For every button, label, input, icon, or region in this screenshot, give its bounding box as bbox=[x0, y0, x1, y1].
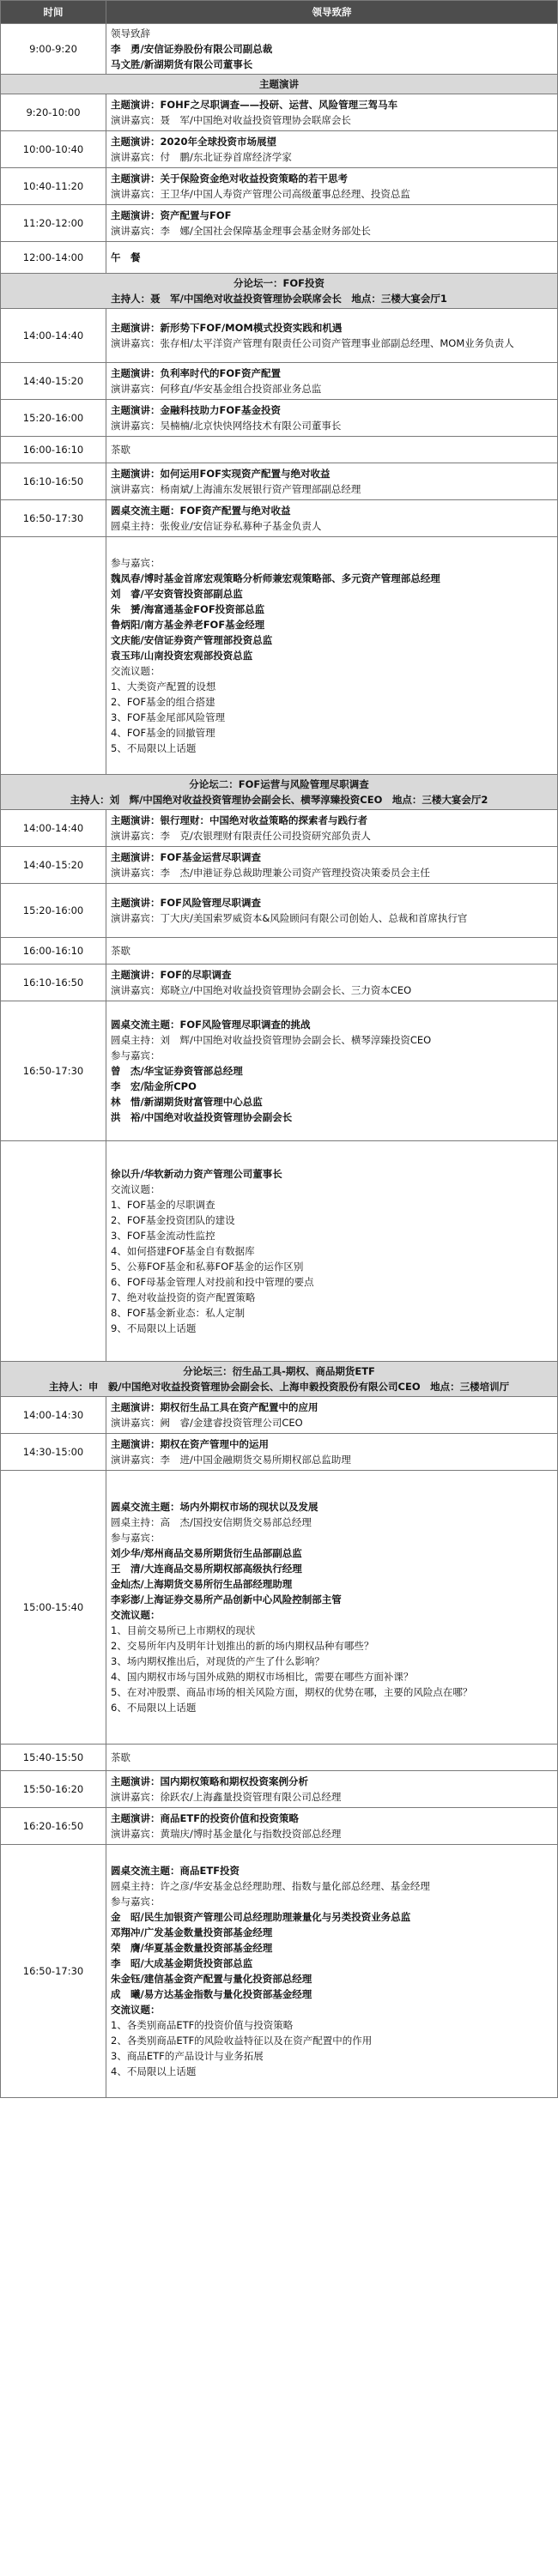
agenda-row bbox=[1, 1771, 558, 1808]
content-line: 4、国内期权市场与国外成熟的期权市场相比，需要在哪些方面补课？ bbox=[111, 1671, 414, 1683]
content-cell bbox=[106, 363, 558, 400]
time-cell: 15:50-16:20 bbox=[1, 1771, 106, 1808]
content-line: 马文胜/新湖期货有限公司董事长 bbox=[111, 58, 253, 70]
content-cell bbox=[106, 1397, 558, 1434]
content-line: 8、FOF基金新业态：私人定制 bbox=[111, 1307, 246, 1319]
content-line: 演讲嘉宾：郑晓立/中国绝对收益投资管理协会副会长、三力资本CEO bbox=[111, 984, 412, 996]
time-cell: 16:10-16:50 bbox=[1, 964, 106, 1001]
content-line: 4、不局限以上话题 bbox=[111, 2065, 197, 2077]
content-cell bbox=[106, 1141, 558, 1362]
content-line: 金灿杰/上海期货交易所衍生品部经理助理 bbox=[111, 1578, 293, 1590]
time-cell: 9:20-10:00 bbox=[1, 94, 106, 131]
content-line: 主题演讲：期权衍生品工具在资产配置中的应用 bbox=[111, 1401, 318, 1413]
agenda-row bbox=[1, 1471, 558, 1745]
time-cell: 16:00-16:10 bbox=[1, 437, 106, 463]
agenda-row bbox=[1, 1397, 558, 1434]
content-cell bbox=[106, 168, 558, 205]
content-line: 交流议题： bbox=[111, 665, 161, 677]
content-line: 茶歇 bbox=[111, 945, 130, 957]
section-title: 分论坛三：衍生品工具-期权、商品期货ETF bbox=[183, 1365, 375, 1377]
section-header bbox=[1, 75, 558, 94]
content-line: 主题演讲：银行理财：中国绝对收益策略的探索者与践行者 bbox=[111, 814, 367, 826]
content-line: 演讲嘉宾：王卫华/中国人寿资产管理公司高级董事总经理、投资总监 bbox=[111, 188, 410, 200]
content-line: 演讲嘉宾：聂 军/中国绝对收益投资管理协会联席会长 bbox=[111, 114, 351, 126]
content-line: 李 勇/安信证券股份有限公司副总裁 bbox=[111, 43, 273, 55]
content-line: 主题演讲：国内期权策略和期权投资案例分析 bbox=[111, 1775, 308, 1787]
content-line: 圆桌主持：刘 辉/中国绝对收益投资管理协会副会长、横琴淳臻投资CEO bbox=[111, 1034, 432, 1046]
content-line: 主题演讲：FOHF之尽职调查——投研、运营、风险管理三驾马车 bbox=[111, 99, 398, 111]
section-header bbox=[1, 1362, 558, 1397]
content-cell bbox=[106, 400, 558, 437]
content-line: 演讲嘉宾：李 进/中国金融期货交易所期权部总监助理 bbox=[111, 1454, 351, 1466]
content-line: 5、在对冲股票、商品市场的相关风险方面，期权的优势在哪，主要的风险点在哪？ bbox=[111, 1686, 473, 1698]
time-cell: 14:30-15:00 bbox=[1, 1434, 106, 1471]
agenda-row bbox=[1, 537, 558, 775]
content-line: 朱 赟/海富通基金FOF投资部总监 bbox=[111, 603, 265, 615]
content-line: 演讲嘉宾：张存相/太平洋资产管理有限责任公司资产管理事业部副总经理、MOM业务负责人 bbox=[111, 337, 514, 349]
content-line: 徐以升/华软新动力资产管理公司董事长 bbox=[111, 1168, 282, 1180]
time-cell: 12:00-14:00 bbox=[1, 242, 106, 274]
agenda-row bbox=[1, 363, 558, 400]
content-cell bbox=[106, 1771, 558, 1808]
content-line: 1、目前交易所已上市期权的现状 bbox=[111, 1624, 256, 1636]
agenda-row bbox=[1, 964, 558, 1001]
content-cell bbox=[106, 810, 558, 847]
section-host: 主持人：申 毅/中国绝对收益投资管理协会副会长、上海申毅投资股份有限公司CEO 地点：三楼培训厅 bbox=[48, 1381, 510, 1393]
section-title: 分论坛一：FOF投资 bbox=[234, 277, 324, 289]
agenda-row bbox=[1, 24, 558, 75]
time-cell bbox=[1, 537, 106, 775]
content-line: 圆桌主持：高 杰/国投安信期货交易部总经理 bbox=[111, 1516, 312, 1528]
content-line: 1、各类别商品ETF的投资价值与投资策略 bbox=[111, 2019, 294, 2031]
content-cell bbox=[106, 1434, 558, 1471]
content-line: 参与嘉宾： bbox=[111, 1532, 161, 1544]
content-line: 3、FOF基金尾部风险管理 bbox=[111, 711, 226, 723]
time-cell: 16:10-16:50 bbox=[1, 463, 106, 500]
agenda-row bbox=[1, 400, 558, 437]
content-cell bbox=[106, 938, 558, 964]
content-line: 主题演讲：关于保险资金绝对收益投资策略的若干思考 bbox=[111, 172, 348, 184]
agenda-row bbox=[1, 1808, 558, 1845]
content-line: 午 餐 bbox=[111, 251, 141, 263]
content-cell bbox=[106, 94, 558, 131]
content-line: 主题演讲：新形势下FOF/MOM模式投资实践和机遇 bbox=[111, 322, 343, 334]
content-line: 6、不局限以上话题 bbox=[111, 1702, 197, 1714]
content-cell bbox=[106, 1471, 558, 1745]
content-cell bbox=[106, 463, 558, 500]
content-line: 演讲嘉宾：杨南斌/上海浦东发展银行资产管理部副总经理 bbox=[111, 483, 361, 495]
section-host: 主持人：聂 军/中国绝对收益投资管理协会联席会长 地点：三楼大宴会厅1 bbox=[111, 293, 447, 305]
content-cell bbox=[106, 847, 558, 884]
content-line: 演讲嘉宾：李 娜/全国社会保障基金理事会基金财务部处长 bbox=[111, 225, 371, 237]
time-cell: 16:50-17:30 bbox=[1, 500, 106, 537]
content-line: 林 惜/新湖期货财富管理中心总监 bbox=[111, 1096, 263, 1108]
content-line: 王 清/大连商品交易所期权部高级执行经理 bbox=[111, 1563, 302, 1575]
content-line: 参与嘉宾： bbox=[111, 1896, 161, 1908]
agenda-row bbox=[1, 205, 558, 242]
agenda-row bbox=[1, 94, 558, 131]
section-header-cell bbox=[1, 775, 558, 810]
content-line: 2、交易所年内及明年计划推出的新的场内期权品种有哪些？ bbox=[111, 1640, 374, 1652]
content-line: 李 昭/大成基金期货投资部总监 bbox=[111, 1957, 253, 1969]
time-cell: 14:00-14:40 bbox=[1, 309, 106, 363]
content-line: 3、场内期权推出后，对现货的产生了什么影响？ bbox=[111, 1655, 324, 1667]
time-cell: 11:20-12:00 bbox=[1, 205, 106, 242]
content-line: 刘少华/郑州商品交易所期货衍生品部副总监 bbox=[111, 1547, 302, 1559]
agenda-row bbox=[1, 810, 558, 847]
content-line: 3、商品ETF的产品设计与业务拓展 bbox=[111, 2050, 264, 2062]
content-line: 主题演讲：金融科技助力FOF基金投资 bbox=[111, 404, 281, 416]
content-line: 演讲嘉宾：徐跃农/上海鑫量投资管理有限公司总经理 bbox=[111, 1791, 342, 1803]
content-cell bbox=[106, 242, 558, 274]
content-line: 演讲嘉宾：何移直/华安基金组合投资部业务总监 bbox=[111, 383, 322, 395]
content-line: 演讲嘉宾：阙 睿/金建睿投资管理公司CEO bbox=[111, 1417, 303, 1429]
time-cell bbox=[1, 1141, 106, 1362]
content-line: 演讲嘉宾：李 杰/申港证券总裁助理兼公司资产管理投资决策委员会主任 bbox=[111, 867, 430, 879]
time-cell: 16:50-17:30 bbox=[1, 1001, 106, 1141]
content-line: 主题演讲：商品ETF的投资价值和投资策略 bbox=[111, 1812, 300, 1824]
content-line: 刘 睿/平安资管投资部副总监 bbox=[111, 588, 243, 600]
content-cell bbox=[106, 1745, 558, 1771]
content-cell bbox=[106, 24, 558, 75]
content-cell bbox=[106, 964, 558, 1001]
agenda-row bbox=[1, 500, 558, 537]
content-line: 主题演讲：FOF基金运营尽职调查 bbox=[111, 851, 261, 863]
time-cell: 15:40-15:50 bbox=[1, 1745, 106, 1771]
content-line: 交流议题： bbox=[111, 1609, 161, 1621]
content-cell bbox=[106, 500, 558, 537]
agenda-row bbox=[1, 1001, 558, 1141]
content-line: 主题演讲：资产配置与FOF bbox=[111, 209, 232, 221]
agenda-row bbox=[1, 131, 558, 168]
header-time: 时间 bbox=[1, 1, 106, 24]
time-cell: 15:00-15:40 bbox=[1, 1471, 106, 1745]
content-line: 9、不局限以上话题 bbox=[111, 1322, 197, 1334]
time-cell: 14:40-15:20 bbox=[1, 363, 106, 400]
content-line: 朱金钰/建信基金资产配置与量化投资部总经理 bbox=[111, 1973, 312, 1985]
content-cell bbox=[106, 1808, 558, 1845]
content-line: 圆桌主持：许之彦/华安基金总经理助理、指数与量化部总经理、基金经理 bbox=[111, 1880, 430, 1892]
time-cell: 14:00-14:40 bbox=[1, 810, 106, 847]
agenda-row bbox=[1, 847, 558, 884]
agenda-row bbox=[1, 1845, 558, 2098]
content-line: 圆桌交流主题：FOF资产配置与绝对收益 bbox=[111, 505, 291, 517]
agenda-body bbox=[1, 1, 558, 2098]
content-line: 鲁炳阳/南方基金养老FOF基金经理 bbox=[111, 619, 265, 631]
content-line: 5、不局限以上话题 bbox=[111, 742, 197, 754]
header-content: 领导致辞 bbox=[106, 1, 558, 24]
time-cell: 14:40-15:20 bbox=[1, 847, 106, 884]
content-line: 茶歇 bbox=[111, 1751, 130, 1763]
content-line: 交流议题： bbox=[111, 2004, 161, 2016]
content-line: 4、如何搭建FOF基金自有数据库 bbox=[111, 1245, 255, 1257]
content-line: 演讲嘉宾：付 鹏/东北证券首席经济学家 bbox=[111, 151, 292, 163]
content-line: 演讲嘉宾：黄瑞庆/博时基金量化与指数投资部总经理 bbox=[111, 1828, 342, 1840]
content-cell bbox=[106, 131, 558, 168]
section-host: 主持人：刘 辉/中国绝对收益投资管理协会副会长、横琴淳臻投资CEO 地点：三楼大宴会厅2 bbox=[70, 794, 488, 806]
content-line: 2、FOF基金投资团队的建设 bbox=[111, 1214, 235, 1226]
content-line: 茶歇 bbox=[111, 444, 130, 456]
content-line: 圆桌交流主题：FOF风险管理尽职调查的挑战 bbox=[111, 1019, 311, 1031]
content-cell bbox=[106, 1845, 558, 2098]
section-title: 主题演讲 bbox=[259, 78, 299, 90]
content-line: 李彩澎/上海证券交易所产品创新中心风险控制部主管 bbox=[111, 1593, 342, 1605]
content-line: 圆桌交流主题：场内外期权市场的现状以及发展 bbox=[111, 1501, 318, 1513]
content-line: 魏凤春/博时基金首席宏观策略分析师兼宏观策略部、多元资产管理部总经理 bbox=[111, 572, 440, 584]
content-line: 5、公募FOF基金和私募FOF基金的运作区别 bbox=[111, 1261, 304, 1273]
content-line: 4、FOF基金的回撤管理 bbox=[111, 727, 215, 739]
content-line: 6、FOF母基金管理人对投前和投中管理的要点 bbox=[111, 1276, 314, 1288]
section-header bbox=[1, 274, 558, 309]
content-line: 邓翔冲/广发基金数量投资部基金经理 bbox=[111, 1926, 273, 1938]
content-line: 文庆能/安信证券资产管理部投资总监 bbox=[111, 634, 273, 646]
agenda-row bbox=[1, 168, 558, 205]
content-line: 圆桌交流主题：商品ETF投资 bbox=[111, 1865, 240, 1877]
content-line: 3、FOF基金流动性监控 bbox=[111, 1230, 215, 1242]
content-line: 李 宏/陆金所CPO bbox=[111, 1080, 197, 1092]
header-row bbox=[1, 1, 558, 24]
agenda-row bbox=[1, 463, 558, 500]
agenda-row bbox=[1, 242, 558, 274]
time-cell: 15:20-16:00 bbox=[1, 400, 106, 437]
time-cell: 16:20-16:50 bbox=[1, 1808, 106, 1845]
content-line: 交流议题： bbox=[111, 1183, 161, 1195]
content-line: 主题演讲：负利率时代的FOF资产配置 bbox=[111, 367, 281, 379]
content-line: 主题演讲：FOF的尽职调查 bbox=[111, 969, 232, 981]
content-line: 成 曦/易方达基金指数与量化投资部基金经理 bbox=[111, 1988, 312, 2000]
content-cell bbox=[106, 205, 558, 242]
content-line: 演讲嘉宾：吴楠楠/北京快快网络技术有限公司董事长 bbox=[111, 420, 342, 432]
time-cell: 16:00-16:10 bbox=[1, 938, 106, 964]
content-line: 主题演讲：期权在资产管理中的运用 bbox=[111, 1438, 269, 1450]
content-line: 主题演讲：如何运用FOF实现资产配置与绝对收益 bbox=[111, 468, 331, 480]
time-cell: 10:00-10:40 bbox=[1, 131, 106, 168]
time-cell: 15:20-16:00 bbox=[1, 884, 106, 938]
section-header-cell bbox=[1, 1362, 558, 1397]
time-cell: 16:50-17:30 bbox=[1, 1845, 106, 2098]
section-header-cell bbox=[1, 274, 558, 309]
content-cell bbox=[106, 1001, 558, 1141]
agenda-row bbox=[1, 938, 558, 964]
content-line: 参与嘉宾： bbox=[111, 557, 161, 569]
section-header-cell bbox=[1, 75, 558, 94]
content-line: 1、大类资产配置的设想 bbox=[111, 680, 216, 692]
content-cell bbox=[106, 884, 558, 938]
content-line: 洪 裕/中国绝对收益投资管理协会副会长 bbox=[111, 1111, 293, 1123]
content-line: 演讲嘉宾：丁大庆/美国索罗威资本&风险顾问有限公司创始人、总裁和首席执行官 bbox=[111, 912, 468, 924]
agenda-row bbox=[1, 1745, 558, 1771]
content-line: 主题演讲：2020年全球投资市场展望 bbox=[111, 136, 277, 148]
content-line: 曾 杰/华宝证券资管部总经理 bbox=[111, 1065, 243, 1077]
content-line: 圆桌主持：张俊业/安信证券私募种子基金负责人 bbox=[111, 520, 322, 532]
content-line: 主题演讲：FOF风险管理尽职调查 bbox=[111, 897, 261, 909]
section-header bbox=[1, 775, 558, 810]
content-line: 演讲嘉宾：李 克/农银理财有限责任公司投资研究部负责人 bbox=[111, 830, 371, 842]
section-title: 分论坛二：FOF运营与风险管理尽职调查 bbox=[189, 778, 369, 790]
content-cell bbox=[106, 437, 558, 463]
content-line: 7、绝对收益投资的资产配置策略 bbox=[111, 1291, 256, 1303]
time-cell: 9:00-9:20 bbox=[1, 24, 106, 75]
content-cell bbox=[106, 537, 558, 775]
content-line: 领导致辞 bbox=[111, 27, 150, 39]
agenda-row bbox=[1, 1434, 558, 1471]
content-line: 2、FOF基金的组合搭建 bbox=[111, 696, 215, 708]
agenda-row bbox=[1, 437, 558, 463]
time-cell: 14:00-14:30 bbox=[1, 1397, 106, 1434]
content-line: 1、FOF基金的尽职调查 bbox=[111, 1199, 215, 1211]
content-line: 参与嘉宾： bbox=[111, 1049, 161, 1061]
time-cell: 10:40-11:20 bbox=[1, 168, 106, 205]
agenda-row bbox=[1, 884, 558, 938]
content-line: 2、各类别商品ETF的风险收益特征以及在资产配置中的作用 bbox=[111, 2035, 373, 2047]
content-line: 金 昭/民生加银资产管理公司总经理助理兼量化与另类投资业务总监 bbox=[111, 1911, 411, 1923]
agenda-row bbox=[1, 309, 558, 363]
content-line: 荣 膺/华夏基金数量投资部基金经理 bbox=[111, 1942, 273, 1954]
agenda-row bbox=[1, 1141, 558, 1362]
content-cell bbox=[106, 309, 558, 363]
content-line: 袁玉玮/山南投资宏观部投资总监 bbox=[111, 650, 253, 662]
